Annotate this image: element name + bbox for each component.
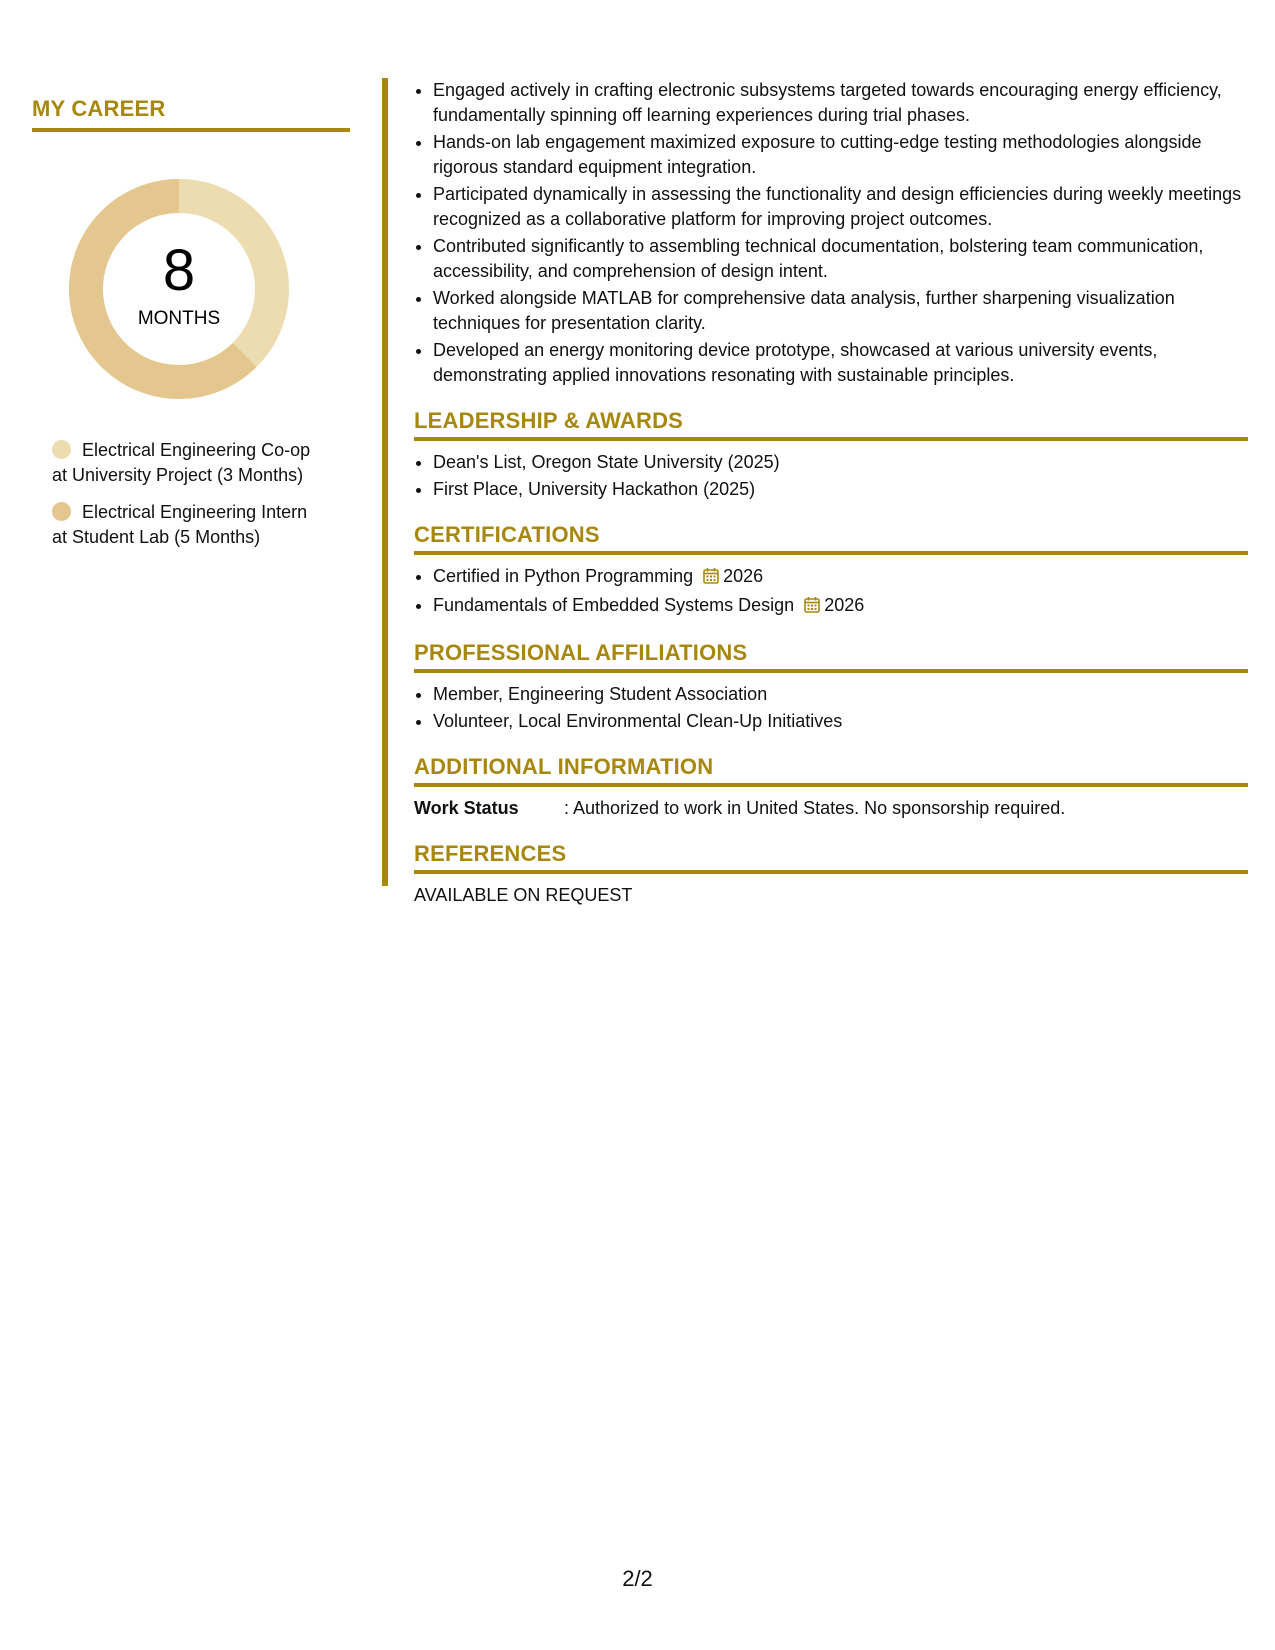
affiliations-list	[414, 682, 1248, 734]
career-total-unit: MONTHS	[137, 308, 221, 329]
certification-year: 2026	[723, 566, 764, 586]
leadership-title: LEADERSHIP & AWARDS	[414, 408, 1248, 441]
additional-info-section	[414, 754, 1248, 821]
certifications-list	[414, 564, 1248, 620]
page-number: 2/2	[622, 1566, 653, 1591]
legend-dot-icon	[52, 502, 71, 521]
affiliations-section	[414, 640, 1248, 734]
affiliation-item: • Member, Engineering Student Association	[433, 682, 1248, 707]
certification-year: 2026	[824, 595, 865, 615]
certification-name: Certified in Python Programming	[433, 566, 694, 586]
calendar-icon	[703, 566, 719, 591]
experience-bullet: • Worked alongside MATLAB for comprehensive data analysis, further sharpening visualization techniques for presentation clarity.	[433, 286, 1248, 336]
leadership-item: • Dean's List, Oregon State University (2025)	[433, 450, 1248, 475]
references-section	[414, 841, 1248, 908]
experience-bullets	[414, 78, 1248, 388]
leadership-list	[414, 450, 1248, 502]
main-content	[414, 78, 1248, 908]
experience-bullet: • Engaged actively in crafting electronic subsystems targeted towards encouraging energy efficiency, fundamentally spinning off learning experiences during trial phases.	[433, 78, 1248, 128]
affiliations-title: PROFESSIONAL AFFILIATIONS	[414, 640, 1248, 673]
career-total-months: 8	[162, 238, 196, 303]
additional-info-title: ADDITIONAL INFORMATION	[414, 754, 1248, 787]
career-title: MY CAREER	[32, 96, 350, 132]
legend-line2: at University Project (3 Months)	[52, 465, 304, 485]
leadership-section	[414, 408, 1248, 502]
references-text: AVAILABLE ON REQUEST	[414, 885, 633, 905]
experience-bullet: • Participated dynamically in assessing the functionality and design efficiencies during weekly meetings recognized as a collaborative platform for improving project outcomes.	[433, 182, 1248, 232]
certification-item	[433, 564, 1248, 591]
experience-bullet: • Developed an energy monitoring device prototype, showcased at various university events, demonstrating applied innovations resonating with sustainable principles.	[433, 338, 1248, 388]
legend-dot-icon	[52, 440, 71, 459]
leadership-item: • First Place, University Hackathon (2025)	[433, 477, 1248, 502]
work-status-label: Work Status	[414, 798, 519, 818]
calendar-icon	[804, 595, 820, 620]
certification-name: Fundamentals of Embedded Systems Design	[433, 595, 795, 615]
legend-item	[52, 500, 350, 550]
legend-item	[52, 438, 350, 488]
experience-bullet: • Hands-on lab engagement maximized exposure to cutting-edge testing methodologies alongside rigorous standard equipment integration.	[433, 130, 1248, 180]
legend-line1: Electrical Engineering Co-op	[82, 440, 311, 460]
work-status-row	[414, 796, 1248, 821]
certification-item	[433, 593, 1248, 620]
column-divider	[382, 78, 388, 886]
certifications-section	[414, 522, 1248, 620]
legend-line1: Electrical Engineering Intern	[82, 502, 308, 522]
certifications-title: CERTIFICATIONS	[414, 522, 1248, 555]
references-title: REFERENCES	[414, 841, 1248, 874]
career-sidebar	[32, 96, 350, 562]
legend-line2: at Student Lab (5 Months)	[52, 527, 261, 547]
career-donut-chart	[64, 174, 294, 404]
work-status-value: : Authorized to work in United States. No sponsorship required.	[564, 798, 1066, 818]
career-legend	[32, 438, 350, 550]
experience-bullet: • Contributed significantly to assembling technical documentation, bolstering team communication, accessibility, and comprehension of design intent.	[433, 234, 1248, 284]
affiliation-item: • Volunteer, Local Environmental Clean-Up Initiatives	[433, 709, 1248, 734]
